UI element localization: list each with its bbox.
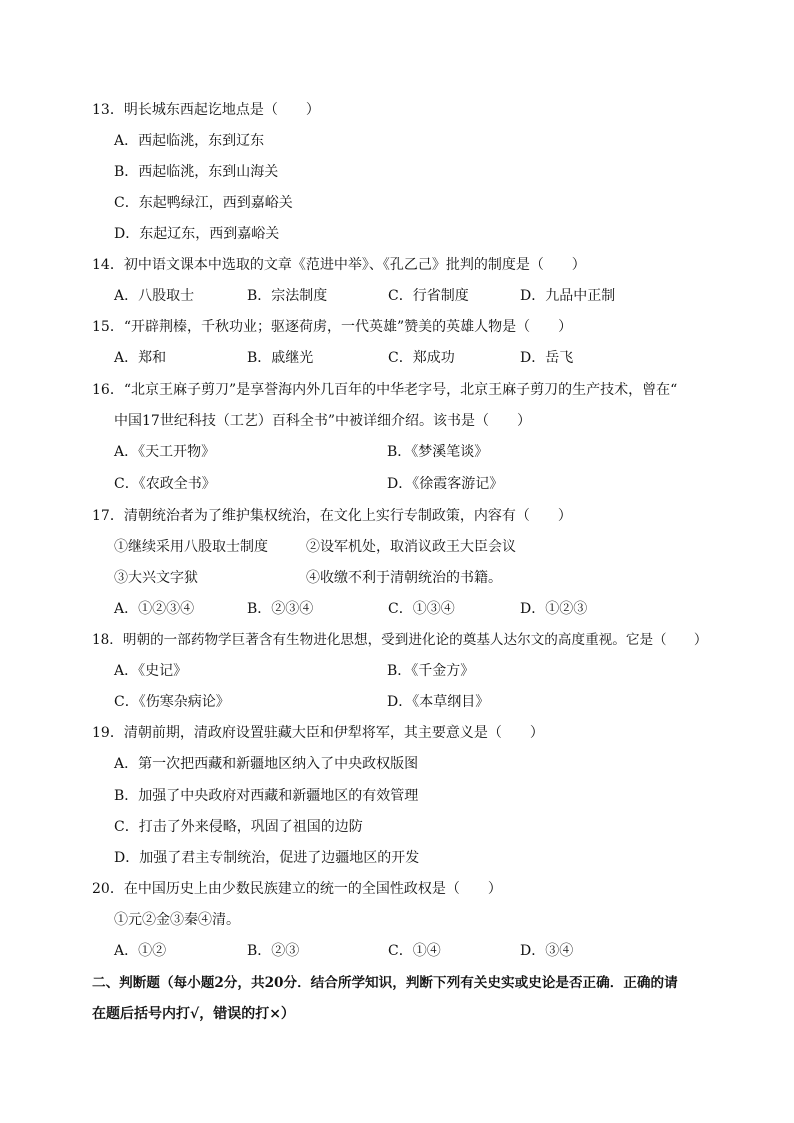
question-17-option-a: A．①②③④ [114,601,195,617]
question-16-option-c: C．《农政全书》 [114,476,216,492]
question-18-option-d: D．《本草纲目》 [387,694,490,710]
question-14-option-a: A．八股取士 [114,288,195,304]
question-14-option-c: C．行省制度 [388,288,469,304]
question-16-option-a: A．《天工开物》 [114,444,216,460]
question-18-option-c: C．《伤寒杂病论》 [114,694,230,710]
question-18-stem: 18．明朝的一部药物学巨著含有生物进化思想，受到进化论的奠基人达尔文的高度重视。它是（ ） [92,632,708,648]
question-13-option-d: D．东起辽东，西到嘉峪关 [114,226,280,242]
question-17-item-4: ④收缴不利于清朝统治的书籍。 [306,570,502,586]
question-17-option-c: C．①③④ [388,601,455,617]
question-19-option-a: A．第一次把西藏和新疆地区纳入了中央政权版图 [114,756,419,772]
question-20-option-c: C．①④ [388,943,441,959]
question-13-option-a: A．西起临洮，东到辽东 [114,133,265,149]
question-20-option-d: D．③④ [520,943,574,959]
question-15-option-a: A．郑和 [114,350,167,366]
question-20-items: ①元②金③秦④清。 [114,912,240,928]
question-15-option-c: C．郑成功 [388,350,455,366]
question-13-option-b: B．西起临洮，东到山海关 [114,164,279,180]
question-20-stem: 20．在中国历史上由少数民族建立的统一的全国性政权是（ ） [92,881,502,897]
section-2-heading-line1: 二、判断题（每小题2分，共20分．结合所学知识，判断下列有关史实或史论是否正确．正确的请 [92,975,678,991]
question-17-item-3: ③大兴文字狱 [114,570,198,586]
question-20-option-b: B．②③ [247,943,300,959]
question-17-option-b: B．②③④ [247,601,314,617]
question-17-item-1: ①继续采用八股取士制度 [114,539,268,555]
question-16-stem-line2: 中国17世纪科技（工艺）百科全书”中被详细介绍。该书是（ ） [114,413,531,429]
question-13-option-c: C．东起鸭绿江，西到嘉峪关 [114,195,293,211]
question-17-item-2: ②设军机处，取消议政王大臣会议 [306,539,516,555]
question-19-option-b: B．加强了中央政府对西藏和新疆地区的有效管理 [114,788,419,804]
question-14-stem: 14．初中语文课本中选取的文章《范进中举》、《孔乙己》批判的制度是（ ） [92,257,586,273]
question-17-option-d: D．①②③ [520,601,588,617]
question-16-option-d: D．《徐霞客游记》 [387,476,504,492]
question-20-option-a: A．①② [114,943,167,959]
question-15-option-b: B．戚继光 [247,350,314,366]
question-19-option-c: C．打击了外来侵略，巩固了祖国的边防 [114,819,363,835]
question-14-option-b: B．宗法制度 [247,288,328,304]
question-18-option-a: A．《史记》 [114,663,188,679]
question-15-stem: 15．“开辟荆榛，千秋功业；驱逐荷虏，一代英雄”赞美的英雄人物是（ ） [92,319,573,335]
question-15-option-d: D．岳飞 [520,350,574,366]
question-13-stem: 13．明长城东西起讫地点是（ ） [92,102,320,118]
question-17-stem: 17．清朝统治者为了维护集权统治，在文化上实行专制政策，内容有（ ） [92,508,572,524]
question-16-option-b: B．《梦溪笔谈》 [387,444,489,460]
question-18-option-b: B．《千金方》 [387,663,475,679]
question-19-option-d: D．加强了君主专制统治，促进了边疆地区的开发 [114,850,420,866]
question-19-stem: 19．清朝前期，清政府设置驻藏大臣和伊犁将军，其主要意义是（ ） [92,725,544,741]
section-2-heading-line2: 在题后括号内打√，错误的打×） [92,1006,295,1022]
question-14-option-d: D．九品中正制 [520,288,616,304]
question-16-stem-line1: 16．“北京王麻子剪刀”是享誉海内外几百年的中华老字号，北京王麻子剪刀的生产技术，曾在“ [92,382,678,398]
